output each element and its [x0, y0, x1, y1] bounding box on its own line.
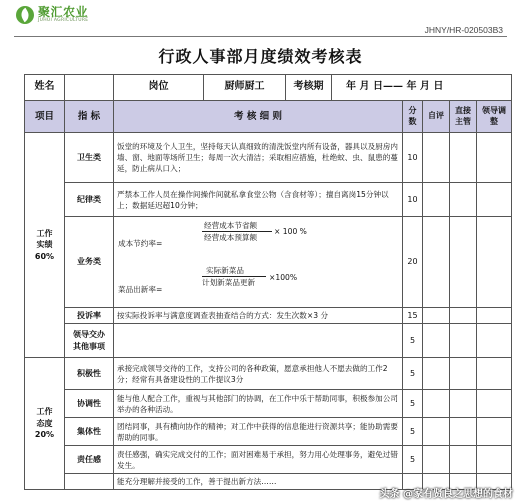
leader-score-cell[interactable]	[477, 446, 512, 474]
leader-score-cell[interactable]	[477, 324, 512, 358]
table-row	[25, 324, 512, 358]
new-dish-label: 菜品出新率=	[118, 285, 163, 294]
cost-saving-numerator: 经营成本节省额	[204, 221, 258, 230]
score-complaint: 15	[403, 308, 423, 324]
direct-score-cell[interactable]	[450, 308, 477, 324]
detail-initiative: 承接完成领导交待的工作，支持公司的各种政策，愿意承担他人不愿去做的工作2分；经常有具备建设性的工作提议3分	[114, 358, 403, 390]
period-value[interactable]: 年 月 日—— 年 月 日	[332, 75, 512, 101]
indicator-complaint: 投诉率	[65, 308, 114, 324]
indicator-discipline: 纪律类	[65, 183, 114, 217]
leader-score-cell[interactable]	[477, 308, 512, 324]
direct-score-cell[interactable]	[450, 324, 477, 358]
appraisal-table	[24, 74, 512, 490]
score-responsibility: 5	[403, 446, 423, 474]
col-detail: 考 核 细 则	[114, 101, 403, 133]
table-row	[25, 358, 512, 390]
indicator-other: 领导交办 其他事项	[65, 324, 114, 358]
table-row	[25, 418, 512, 446]
score-hygiene: 10	[403, 133, 423, 183]
self-score-cell[interactable]	[423, 446, 450, 474]
new-dish-numerator: 实际新菜品	[206, 266, 244, 275]
section-work-result: 工作 实绩 60%	[25, 133, 65, 358]
self-score-cell[interactable]	[423, 418, 450, 446]
detail-responsibility: 责任感强，确实完成交付的工作；面对困难易于承担，努力用心处理事务，避免过错发生。	[114, 446, 403, 474]
leaf-logo-icon	[16, 6, 34, 24]
detail-complaint: 按实际投诉率与满意度调查表抽查结合的方式：发生次数×3 分	[114, 308, 403, 324]
post-label: 岗位	[114, 75, 204, 101]
detail-discipline: 严禁本工作人员在操作间操作间就私拿食堂公物（含食材等）；擅自离岗15分钟以上；数据延迟超10分钟；	[114, 183, 403, 217]
table-row	[25, 308, 512, 324]
document-code: JHNY/HR-020503B3	[424, 25, 503, 35]
new-dish-multiplier: ×100%	[269, 273, 298, 282]
direct-score-cell[interactable]	[450, 217, 477, 308]
cost-saving-multiplier: × 100 %	[274, 227, 307, 236]
score-teamwork: 5	[403, 418, 423, 446]
detail-other	[114, 324, 403, 358]
self-score-cell[interactable]	[423, 217, 450, 308]
post-value[interactable]: 厨师厨工	[204, 75, 286, 101]
leader-score-cell[interactable]	[477, 217, 512, 308]
header-divider	[14, 36, 507, 37]
new-dish-denominator: 计划新菜品更新	[202, 278, 256, 287]
brand-name: 聚汇农业	[38, 5, 89, 20]
column-header-row	[25, 101, 512, 133]
leader-score-cell[interactable]	[477, 133, 512, 183]
score-initiative: 5	[403, 358, 423, 390]
leader-score-cell[interactable]	[477, 183, 512, 217]
table-row	[25, 390, 512, 418]
direct-score-cell[interactable]	[450, 446, 477, 474]
leader-score-cell[interactable]	[477, 358, 512, 390]
business-formulas	[114, 217, 402, 307]
direct-score-cell[interactable]	[450, 418, 477, 446]
self-score-cell[interactable]	[423, 133, 450, 183]
indicator-teamwork: 集体性	[65, 418, 114, 446]
col-direct: 直接主管	[450, 101, 477, 133]
indicator-coordination: 协调性	[65, 390, 114, 418]
direct-score-cell[interactable]	[450, 133, 477, 183]
detail-teamwork: 团结同事，具有横向协作的精神；对工作中获得的信息能进行资源共享；能协助需要帮助的同事。	[114, 418, 403, 446]
watermark-text: 头条 @家有贤良之思想的食材	[379, 489, 513, 500]
col-score: 分数	[403, 101, 423, 133]
direct-score-cell[interactable]	[450, 358, 477, 390]
section-work-attitude: 工作 态度 20%	[25, 358, 65, 490]
detail-last: 能充分理解并接受的工作，善于提出新方法……	[114, 474, 403, 490]
direct-score-cell[interactable]	[450, 183, 477, 217]
direct-score-cell[interactable]	[450, 390, 477, 418]
score-business: 20	[403, 217, 423, 308]
table-row	[25, 133, 512, 183]
indicator-initiative: 积极性	[65, 358, 114, 390]
col-self: 自评	[423, 101, 450, 133]
indicator-business: 业务类	[65, 217, 114, 308]
col-item: 项目	[25, 101, 65, 133]
period-label: 考核期	[286, 75, 332, 101]
col-leader: 领导调整	[477, 101, 512, 133]
cost-saving-denominator: 经营成本预算额	[204, 233, 258, 242]
detail-business	[114, 217, 403, 308]
table-row	[25, 217, 512, 308]
detail-hygiene: 饭堂的环境及个人卫生，坚持每天认真细致的清洗饭堂内所有设备，器具以及厨房内墙、窗、地面等场所卫生；每周一次大清洁；采取相应措施，杜绝蚊、虫、鼠患的蔓延，防止病从口入；	[114, 133, 403, 183]
leader-score-cell[interactable]	[477, 390, 512, 418]
score-coordination: 5	[403, 390, 423, 418]
indicator-last	[65, 474, 114, 490]
brand-subtitle: JUHUI AGRICULTURE	[38, 18, 89, 24]
name-value[interactable]	[65, 75, 114, 101]
score-discipline: 10	[403, 183, 423, 217]
self-score-cell[interactable]	[423, 324, 450, 358]
info-row	[25, 75, 512, 101]
self-score-cell[interactable]	[423, 390, 450, 418]
cost-saving-label: 成本节约率=	[118, 239, 163, 248]
table-row	[25, 446, 512, 474]
table-row	[25, 183, 512, 217]
self-score-cell[interactable]	[423, 308, 450, 324]
detail-coordination: 能与他人配合工作，重视与其他部门的协调，在工作中乐于帮助同事，积极参加公司举办的各种活动。	[114, 390, 403, 418]
self-score-cell[interactable]	[423, 358, 450, 390]
page-title: 行政人事部月度绩效考核表	[158, 47, 363, 66]
leader-score-cell[interactable]	[477, 418, 512, 446]
col-indicator: 指 标	[65, 101, 114, 133]
indicator-hygiene: 卫生类	[65, 133, 114, 183]
name-label: 姓名	[25, 75, 65, 101]
brand-logo	[16, 4, 88, 26]
score-other: 5	[403, 324, 423, 358]
indicator-responsibility: 责任感	[65, 446, 114, 474]
self-score-cell[interactable]	[423, 183, 450, 217]
